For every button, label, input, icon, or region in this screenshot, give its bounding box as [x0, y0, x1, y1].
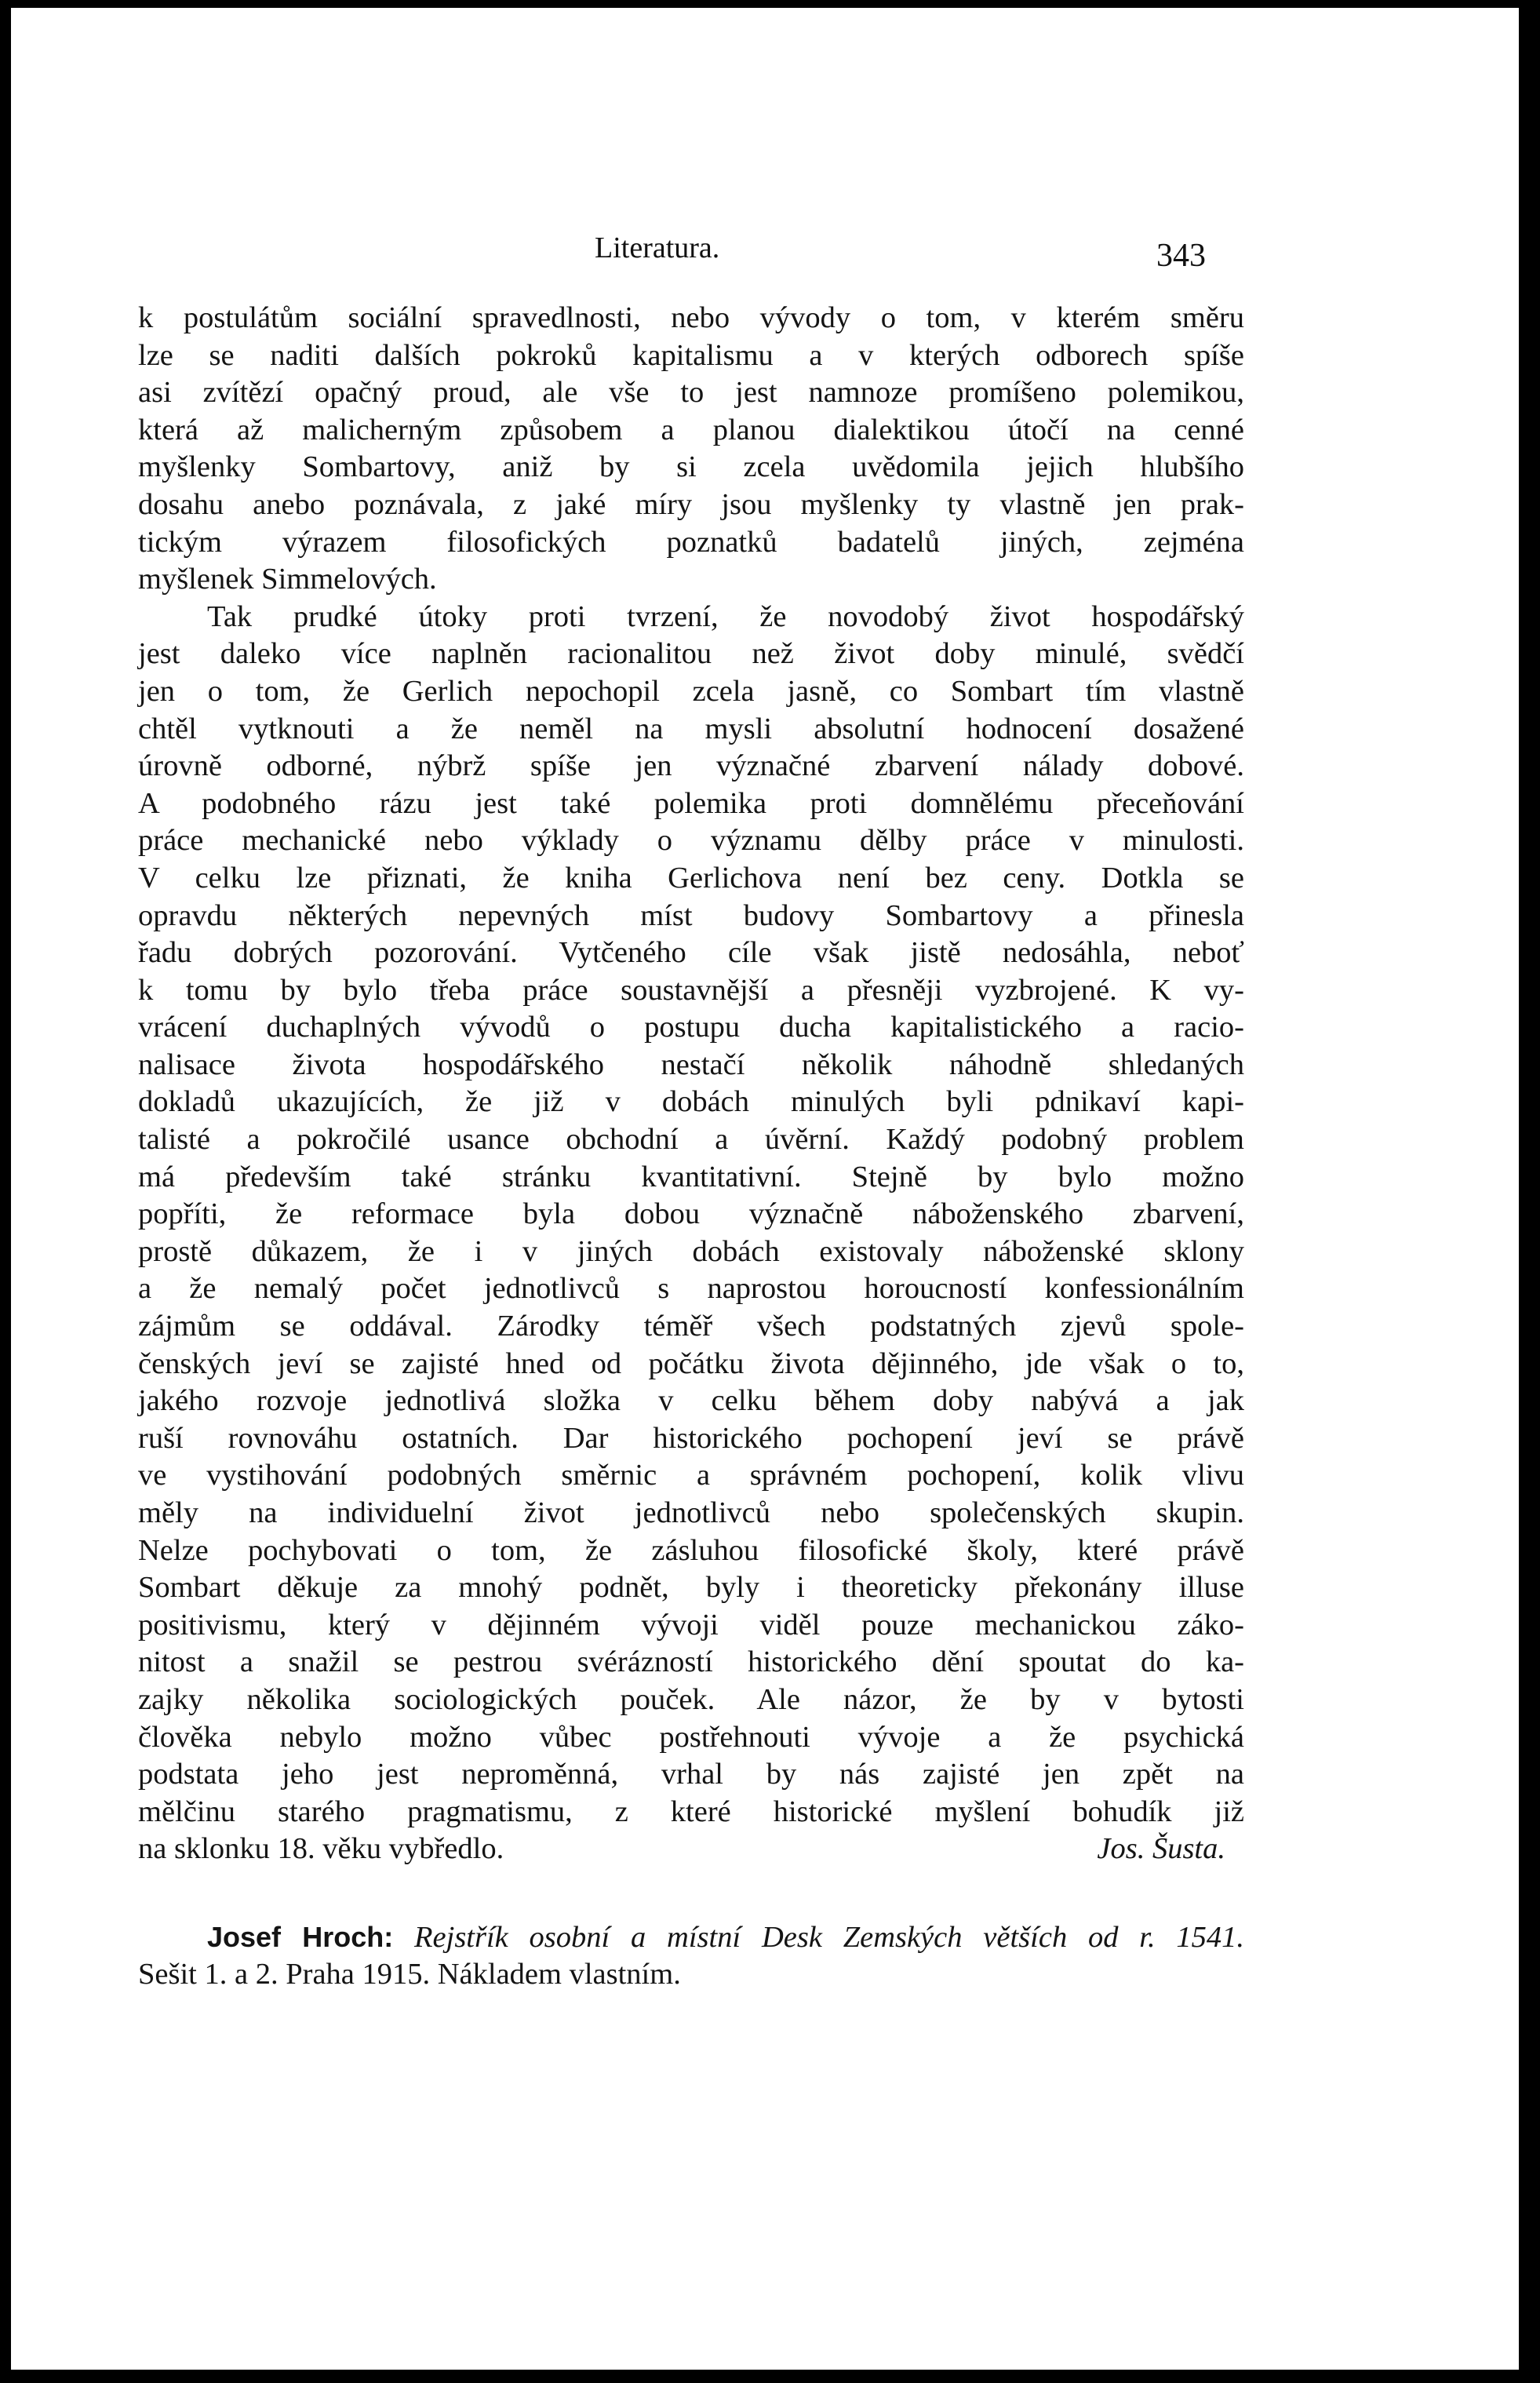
text-line: opravdu některých nepevných míst budovy Sombartovy a přinesla	[138, 898, 1244, 932]
text-line: myšlenek Simmelových.	[138, 563, 437, 596]
text-line: ruší rovnováhu ostatních. Dar historického pochopení jeví se právě	[138, 1421, 1244, 1455]
scanned-page	[11, 8, 1519, 2370]
entry-author: Josef Hroch:	[207, 1920, 394, 1953]
text-line: má především také stránku kvantitativní. Stejně by bylo možno	[138, 1160, 1244, 1193]
text-line: člověka nebylo možno vůbec postřehnouti vývoje a že psychická	[138, 1720, 1244, 1754]
running-header	[11, 226, 1519, 273]
text-line: A podobného rázu jest také polemika proti domnělému přeceňování	[138, 786, 1244, 820]
text-line: V celku lze přiznati, že kniha Gerlichova není bez ceny. Dotkla se	[138, 861, 1244, 895]
text-line: dokladů ukazujících, že již v dobách minulých byli pdnikaví kapi-	[138, 1085, 1244, 1119]
review-text	[138, 300, 1244, 1993]
next-review-entry	[138, 1918, 1244, 1993]
text-line: nalisace života hospodářského nestačí několik náhodně shledaných	[138, 1048, 1244, 1081]
text-line: a že nemalý počet jednotlivců s naprostou horoucností konfessionálním	[138, 1272, 1244, 1306]
text-line: čenských jeví se zajisté hned od počátku života dějinného, jde však o to,	[138, 1346, 1244, 1380]
text-line: podstata jeho jest neproměnná, vrhal by nás zajisté jen zpět na	[138, 1758, 1244, 1791]
bibliographic-heading	[138, 1918, 1244, 1956]
text-line: dosahu anebo poznávala, z jaké míry jsou myšlenky ty vlastně jen prak-	[138, 487, 1244, 521]
paragraph-start-line: Tak prudké útoky proti tvrzení, že novodobý život hospodářský	[207, 599, 1244, 633]
text-line: nitost a snažil se pestrou svérázností historického dění spoutat do ka-	[138, 1645, 1244, 1679]
closing-line	[138, 1831, 1244, 1868]
text-line: chtěl vytknouti a že neměl na mysli absolutní hodnocení dosažené	[138, 712, 1244, 745]
running-title: Literatura.	[595, 231, 720, 264]
text-line: k postulátům sociální spravedlnosti, nebo vývody o tom, v kterém směru	[138, 301, 1244, 334]
text-line: práce mechanické nebo výklady o významu dělby práce v minulosti.	[138, 824, 1244, 858]
text-line: asi zvítězí opačný proud, ale vše to jest namnoze promíšeno polemikou,	[138, 376, 1244, 410]
text-line: prostě důkazem, že i v jiných dobách existovaly náboženské sklony	[138, 1234, 1244, 1268]
text-line: Nelze pochybovati o tom, že zásluhou filosofické školy, které právě	[138, 1533, 1244, 1567]
text-line: positivismu, který v dějinném vývoji viděl pouze mechanickou záko-	[138, 1608, 1244, 1642]
text-line: ve vystihování podobných směrnic a správném pochopení, kolik vlivu	[138, 1459, 1244, 1492]
scan-border	[1519, 0, 1540, 2383]
final-text: na sklonku 18. věku vybředlo.	[138, 1832, 504, 1866]
text-line: talisté a pokročilé usance obchodní a úvěrní. Každý podobný problem	[138, 1123, 1244, 1157]
page-number: 343	[1156, 238, 1206, 274]
text-line: k tomu by bylo třeba práce soustavnější a přesněji vyzbrojené. K vy-	[138, 973, 1244, 1007]
text-line: lze se naditi dalších pokroků kapitalismu a v kterých odborech spíše	[138, 338, 1244, 372]
text-line: jakého rozvoje jednotlivá složka v celku během doby nabývá a jak	[138, 1384, 1244, 1418]
text-line: jen o tom, že Gerlich nepochopil zcela jasně, co Sombart tím vlastně	[138, 674, 1244, 708]
text-line: měly na individuelní život jednotlivců nebo společenských skupin.	[138, 1496, 1244, 1529]
text-line: zájmům se oddával. Zárodky téměř všech podstatných zjevů spole-	[138, 1310, 1244, 1343]
entry-publication: Sešit 1. a 2. Praha 1915. Nákladem vlastním.	[138, 1957, 681, 1991]
text-line: Sombart děkuje za mnohý podnět, byly i theoreticky překonány illuse	[138, 1571, 1244, 1605]
text-line: tickým výrazem filosofických poznatků badatelů jiných, zejména	[138, 525, 1244, 559]
reviewer-signature: Jos. Šusta.	[1097, 1832, 1225, 1866]
text-line: myšlenky Sombartovy, aniž by si zcela uvědomila jejich hlubšího	[138, 450, 1244, 484]
text-line: vrácení duchaplných vývodů o postupu ducha kapitalistického a racio-	[138, 1011, 1244, 1044]
text-line: mělčinu starého pragmatismu, z které historické myšlení bohudík již	[138, 1795, 1244, 1828]
entry-work-title: Rejstřík osobní a místní Desk Zemských větších od r. 1541.	[414, 1920, 1245, 1954]
text-line: popříti, že reformace byla dobou význačně náboženského zbarvení,	[138, 1197, 1244, 1231]
text-line: jest daleko více naplněn racionalitou než život doby minulé, svědčí	[138, 637, 1244, 671]
text-line: která až malicherným způsobem a planou dialektikou útočí na cenné	[138, 413, 1244, 446]
text-line: řadu dobrých pozorování. Vytčeného cíle však jistě nedosáhla, neboť	[138, 936, 1244, 970]
text-line: zajky několika sociologických pouček. Ale názor, že by v bytosti	[138, 1682, 1244, 1716]
text-line: úrovně odborné, nýbrž spíše jen význačné zbarvení nálady dobové.	[138, 749, 1244, 783]
